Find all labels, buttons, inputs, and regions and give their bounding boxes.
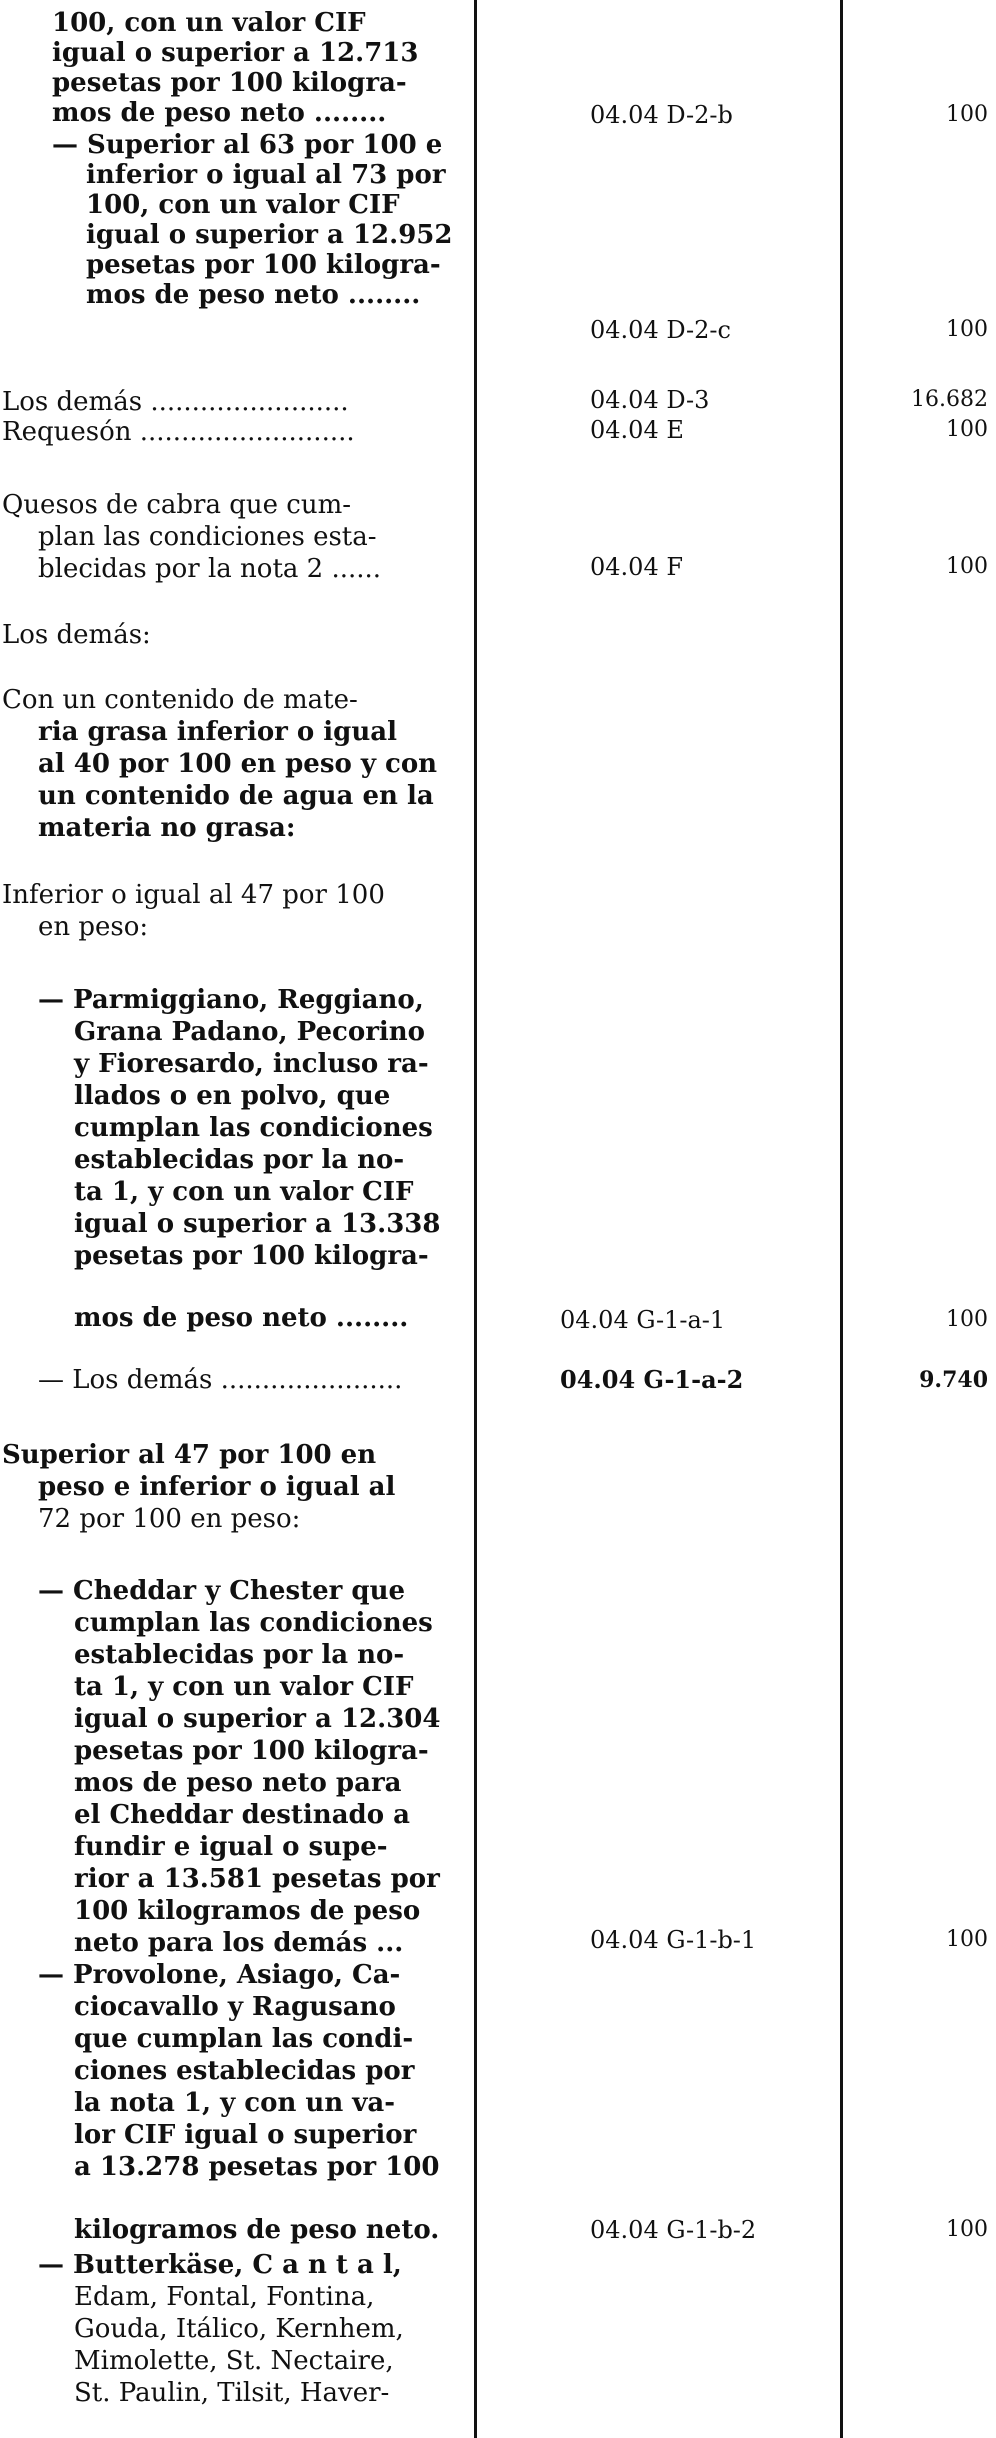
entry-d2b-line-2: igual o superior a 12.713 — [52, 38, 419, 68]
column-divider-right — [840, 0, 843, 2438]
entry-g1a1-line-2: Grana Padano, Pecorino — [74, 1017, 426, 1047]
entry-d2c-line-3: 100, con un valor CIF — [86, 190, 400, 220]
entry-d2c-line-6: mos de peso neto ........ — [86, 280, 421, 310]
entry-d2c-line-5: pesetas por 100 kilogra- — [86, 250, 441, 280]
tariff-value: 9.740 — [919, 1367, 988, 1393]
tariff-code: 04.04 D-3 — [590, 386, 710, 414]
tariff-value: 100 — [946, 1307, 988, 1332]
entry-f-line-1: Quesos de cabra que cum- — [2, 490, 352, 520]
entry-g1b1-line-4: ta 1, y con un valor CIF — [74, 1672, 414, 1702]
tariff-code: 04.04 F — [590, 553, 683, 581]
entry-d2c-line-4: igual o superior a 12.952 — [86, 220, 453, 250]
entry-f-line-2: plan las condiciones esta- — [38, 522, 377, 552]
tariff-code: 04.04 G-1-a-1 — [560, 1306, 726, 1334]
tariff-code: 04.04 D-2-b — [590, 101, 733, 129]
entry-g1b1-line-6: pesetas por 100 kilogra- — [74, 1736, 429, 1766]
subheading-line-1: Inferior o igual al 47 por 100 — [2, 880, 385, 910]
entry-g1a2-label: — Los demás ...................... — [38, 1365, 403, 1395]
subsection-line-4: un contenido de agua en la — [38, 781, 434, 811]
subsection-line-3: al 40 por 100 en peso y con — [38, 749, 438, 779]
entry-e-label: Requesón .......................... — [2, 417, 355, 447]
entry-g1b1-line-11: 100 kilogramos de peso — [74, 1896, 421, 1926]
entry-g1b2-line-5: la nota 1, y con un va- — [74, 2088, 396, 2118]
entry-g1b1-line-2: cumplan las condiciones — [74, 1608, 433, 1638]
subheading-2-line-2: peso e inferior o igual al — [38, 1472, 396, 1502]
subheading-line-2: en peso: — [38, 912, 149, 942]
entry-g1b1-line-7: mos de peso neto para — [74, 1768, 402, 1798]
entry-g1b1-line-1: — Cheddar y Chester que — [38, 1576, 406, 1606]
entry-d2b-line-3: pesetas por 100 kilogra- — [52, 68, 407, 98]
tariff-value: 100 — [946, 417, 988, 442]
entry-d2b-line-4: mos de peso neto ........ — [52, 98, 387, 128]
entry-g1b1-line-8: el Cheddar destinado a — [74, 1800, 410, 1830]
tariff-value: 100 — [946, 1927, 988, 1952]
entry-g1b1-line-3: establecidas por la no- — [74, 1640, 405, 1670]
tariff-value: 16.682 — [911, 387, 988, 412]
entry-g1a1-line-5: cumplan las condiciones — [74, 1113, 433, 1143]
entry-g1a1-line-10: mos de peso neto ........ — [74, 1303, 409, 1333]
subsection-line-5: materia no grasa: — [38, 813, 296, 843]
tariff-value: 100 — [946, 317, 988, 342]
entry-g1b3-line-2: Edam, Fontal, Fontina, — [74, 2282, 375, 2312]
subheading-2-line-3: 72 por 100 en peso: — [38, 1504, 301, 1534]
entry-g1b3-line-3: Gouda, Itálico, Kernhem, — [74, 2314, 404, 2344]
entry-g1b2-line-7: a 13.278 pesetas por 100 — [74, 2152, 440, 2182]
tariff-code: 04.04 D-2-c — [590, 316, 731, 344]
entry-d2c-line-1: — Superior al 63 por 100 e — [52, 130, 443, 160]
tariff-value: 100 — [946, 102, 988, 127]
tariff-code: 04.04 G-1-a-2 — [560, 1365, 744, 1394]
subheading-2-line-1: Superior al 47 por 100 en — [2, 1440, 377, 1470]
entry-g1b3-line-1: — Butterkäse, C a n t a l, — [38, 2250, 402, 2280]
column-divider-left — [474, 0, 477, 2438]
entry-g1b1-line-12: neto para los demás ... — [74, 1928, 404, 1958]
entry-g1a1-line-7: ta 1, y con un valor CIF — [74, 1177, 414, 1207]
entry-g1a1-line-6: establecidas por la no- — [74, 1145, 405, 1175]
entry-g1b2-line-1: — Provolone, Asiago, Ca- — [38, 1960, 401, 1990]
tariff-value: 100 — [946, 2217, 988, 2242]
entry-g1a1-line-9: pesetas por 100 kilogra- — [74, 1241, 429, 1271]
entry-g1b1-line-10: rior a 13.581 pesetas por — [74, 1864, 440, 1894]
section-heading: Los demás: — [2, 620, 151, 650]
entry-f-line-3: blecidas por la nota 2 ...... — [38, 554, 382, 584]
entry-g1b2-line-3: que cumplan las condi- — [74, 2024, 414, 2054]
entry-g1b3-line-5: St. Paulin, Tilsit, Haver- — [74, 2378, 390, 2408]
entry-g1b3-line-4: Mimolette, St. Nectaire, — [74, 2346, 394, 2376]
subsection-line-2: ria grasa inferior o igual — [38, 717, 397, 747]
entry-g1a1-line-8: igual o superior a 13.338 — [74, 1209, 441, 1239]
entry-g1a1-line-3: y Fioresardo, incluso ra- — [74, 1049, 429, 1079]
tariff-code: 04.04 G-1-b-2 — [590, 2216, 757, 2244]
tariff-value: 100 — [946, 554, 988, 579]
entry-d2b-line-1: 100, con un valor CIF — [52, 8, 366, 38]
tariff-code: 04.04 G-1-b-1 — [590, 1926, 757, 1954]
entry-g1b1-line-9: fundir e igual o supe- — [74, 1832, 388, 1862]
entry-g1b2-line-2: ciocavallo y Ragusano — [74, 1992, 396, 2022]
entry-g1a1-line-4: llados o en polvo, que — [74, 1081, 391, 1111]
entry-d3-label: Los demás ........................ — [2, 387, 349, 417]
entry-g1b2-line-8: kilogramos de peso neto. — [74, 2215, 440, 2245]
entry-g1b2-line-4: ciones establecidas por — [74, 2056, 415, 2086]
entry-d2c-line-2: inferior o igual al 73 por — [86, 160, 446, 190]
entry-g1b1-line-5: igual o superior a 12.304 — [74, 1704, 441, 1734]
entry-g1b2-line-6: lor CIF igual o superior — [74, 2120, 417, 2150]
entry-g1a1-line-1: — Parmiggiano, Reggiano, — [38, 985, 424, 1015]
tariff-code: 04.04 E — [590, 416, 684, 444]
subsection-line-1: Con un contenido de mate- — [2, 685, 358, 715]
